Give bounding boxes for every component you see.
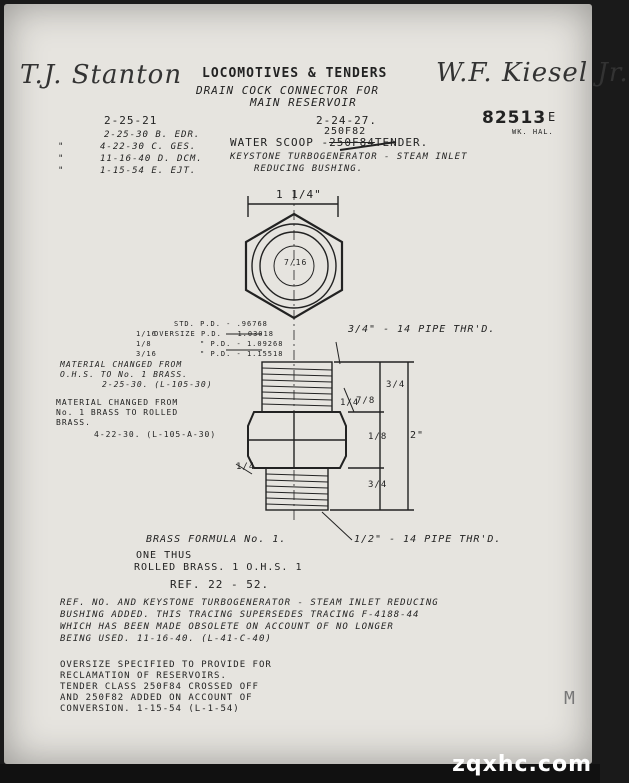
dim-label: 2" bbox=[410, 430, 425, 441]
revision-1: 2-25-30 B. EDR. bbox=[104, 130, 201, 140]
material-note-1-line-3: 2-25-30. (L-105-30) bbox=[102, 380, 213, 389]
reference: REF. 22 - 52. bbox=[170, 578, 270, 591]
material-note-2-line-4: 4-22-30. (L-105-A-30) bbox=[94, 430, 217, 439]
pipe-thread-bottom: 1/2" - 14 PIPE THR'D. bbox=[354, 534, 502, 545]
note-1-line-2: BUSHING ADDED. THIS TRACING SUPERSEDES TRACING F-4188-44 bbox=[60, 610, 420, 620]
lower-thread-lines bbox=[266, 474, 328, 506]
title-line-2: DRAIN COCK CONNECTOR FOR bbox=[196, 84, 379, 97]
revision-2: 4-22-30 C. GES. bbox=[100, 142, 197, 152]
pd-frac-3: 3/16 bbox=[136, 350, 157, 358]
drawing-sheet bbox=[4, 4, 629, 764]
dim-label: 1/4 bbox=[236, 462, 256, 472]
revision-3: 11-16-40 D. DCM. bbox=[100, 154, 203, 164]
drawing-number: 82513 bbox=[482, 108, 547, 128]
water-scoop-pre: WATER SCOOP - bbox=[230, 136, 330, 149]
hole-label: 7/16 bbox=[284, 258, 308, 267]
material-note-2-line-2: No. 1 BRASS TO ROLLED bbox=[56, 408, 179, 417]
signature-left: T.J. Stanton bbox=[20, 60, 183, 90]
pd-frac-1: 1/16 bbox=[136, 330, 157, 338]
rolled-brass: ROLLED BRASS. 1 O.H.S. 1 bbox=[134, 562, 303, 573]
pipe-thread-top: 3/4" - 14 PIPE THR'D. bbox=[348, 324, 496, 335]
pd-row-2: OVERSIZE P.D. - 1.03018 bbox=[154, 330, 274, 338]
pd-frac-2: 1/8 bbox=[136, 340, 152, 348]
formula: BRASS FORMULA No. 1. bbox=[146, 534, 287, 545]
material-note-1-line-1: MATERIAL CHANGED FROM bbox=[60, 360, 183, 369]
dim-label: 3/4 bbox=[386, 380, 406, 390]
material-note-1-line-2: O.H.S. TO No. 1 BRASS. bbox=[60, 370, 188, 379]
class-new: 250F82 bbox=[324, 126, 367, 137]
dim-top-label: 1 1/4" bbox=[276, 188, 322, 201]
keystone-line-1: KEYSTONE TURBOGENERATOR - STEAM INLET bbox=[230, 152, 468, 162]
dim-label: 1/4 bbox=[340, 398, 360, 408]
revision-mark: " bbox=[58, 142, 65, 152]
pd-row-1: STD. P.D. - .96768 bbox=[174, 320, 268, 328]
pd-row-3: " P.D. - 1.09268 bbox=[200, 340, 284, 348]
note-1-line-3: WHICH HAS BEEN MADE OBSOLETE ON ACCOUNT OF NO LONGER bbox=[60, 622, 394, 632]
pd-row-4: " P.D. - 1.15518 bbox=[200, 350, 284, 358]
title-line-3: MAIN RESERVOIR bbox=[250, 96, 357, 109]
water-scoop-line bbox=[230, 136, 428, 149]
dim-label: 3/4 bbox=[368, 480, 388, 490]
date-original: 2-25-21 bbox=[104, 114, 158, 127]
date-second: 2-24-27. bbox=[316, 114, 377, 127]
note-2-line-2: RECLAMATION OF RESERVOIRS. bbox=[60, 671, 227, 681]
note-2-line-4: AND 250F82 ADDED ON ACCOUNT OF bbox=[60, 693, 253, 703]
note-1-line-1: REF. NO. AND KEYSTONE TURBOGENERATOR - STEAM INLET REDUCING bbox=[60, 598, 439, 608]
note-2-line-1: OVERSIZE SPECIFIED TO PROVIDE FOR bbox=[60, 660, 272, 670]
one-thus: ONE THUS bbox=[136, 550, 193, 561]
revision-mark: " bbox=[58, 154, 65, 164]
signature-right: W.F. Kiesel Jr. bbox=[436, 58, 629, 88]
watermark: zqxhc.com bbox=[452, 752, 592, 777]
dim-label: 1/8 bbox=[368, 432, 388, 442]
note-1-line-4: BEING USED. 11-16-40. (L-41-C-40) bbox=[60, 634, 272, 644]
keystone-line-2: REDUCING BUSHING. bbox=[254, 164, 364, 174]
material-note-2-line-3: BRASS. bbox=[56, 418, 91, 427]
water-scoop-post: TENDER. bbox=[374, 136, 429, 149]
note-2-line-5: CONVERSION. 1-15-54 (L-1-54) bbox=[60, 704, 240, 714]
title-line-1: LOCOMOTIVES & TENDERS bbox=[202, 66, 388, 81]
upper-thread-lines bbox=[262, 368, 332, 406]
corner-mark: M bbox=[564, 688, 576, 709]
water-scoop-struck: 250F84 bbox=[329, 136, 375, 149]
drawing-letter: E bbox=[548, 110, 557, 124]
material-note-2-line-1: MATERIAL CHANGED FROM bbox=[56, 398, 179, 407]
wk-hal: WK. HAL. bbox=[512, 128, 554, 136]
revision-4: 1-15-54 E. EJT. bbox=[100, 166, 197, 176]
note-2-line-3: TENDER CLASS 250F84 CROSSED OFF bbox=[60, 682, 259, 692]
dim-label: 7/8 bbox=[356, 396, 376, 406]
revision-mark: " bbox=[58, 166, 65, 176]
